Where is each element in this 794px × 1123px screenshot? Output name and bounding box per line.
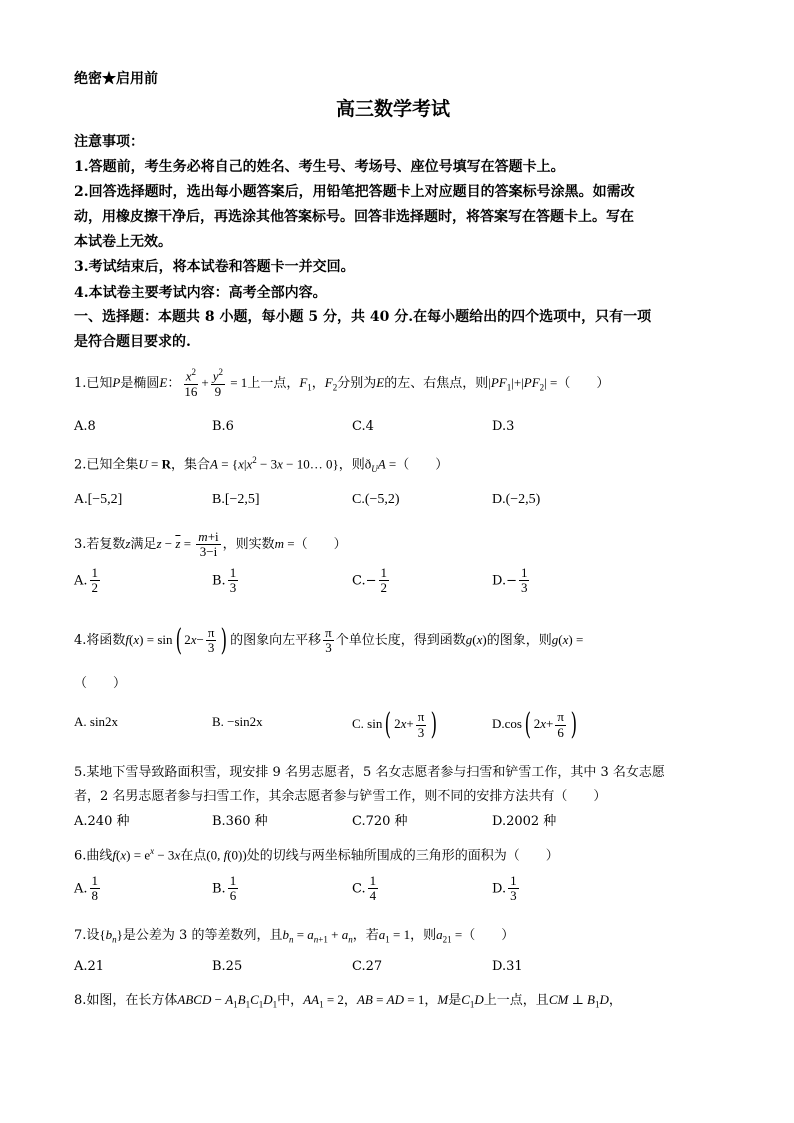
q6-option-d: D. $\frac{1}{3}$ <box>492 873 517 904</box>
q2-option-d: D.(−2,5) <box>492 492 541 507</box>
q4-option-d: D.cos( 2x+ $\frac{\pi}{6}$ ) <box>492 707 577 743</box>
note-item-2-line-3: 本试卷上无效。 <box>74 234 172 250</box>
section-heading-line-2: 是符合题目要求的. <box>74 334 191 350</box>
q1-option-d: D.3 <box>492 419 515 434</box>
question-5-line-2: 者，2 名男志愿者参与扫雪工作，其余志愿者参与铲雪工作，则不同的安排方法共有（ ） <box>74 789 607 804</box>
q5-option-d: D.2002 种 <box>492 814 557 829</box>
question-1: 1.已知P是椭圆E： $\frac{x^2}{16}$ + $\frac{y^2}{9}$ = 1上一点，$F_1$，$F_2$分别为E的左、右焦点，则$|PF_1|+|PF_2|$ =（ ） <box>74 367 610 399</box>
q7-option-d: D.31 <box>492 959 523 974</box>
question-8: 8.如图，在长方体ABCD − $A_1B_1C_1D_1$中，$AA_1 = 2$，AB = AD = 1，M是$C_1D$上一点，且CM ⊥ $B_1D$， <box>74 992 622 1010</box>
section-heading-line-1: 一、选择题：本题共 8 小题，每小题 5 分，共 40 分.在每小题给出的四个选项中，只有一项 <box>74 309 652 325</box>
q7-option-a: A.21 <box>74 959 105 974</box>
q7-option-c: C.27 <box>352 959 383 974</box>
q2-option-b: B.[−2,5] <box>212 492 260 507</box>
question-4: 4.将函数f(x) = sin( 2x− $\frac{\pi}{3}$ ) 的图象向左平移 $\frac{\pi}{3}$ 个单位长度，得到函数g(x)的图象，则g(x) = <box>74 622 584 658</box>
question-6: 6.曲线$f(x) = e^x - 3x$在点(0, f(0))处的切线与两坐标轴所围成的三角形的面积为（ ） <box>74 846 559 864</box>
question-7: 7.设$\{b_n\}$是公差为 3 的等差数列，且$b_n = a_{n+1} + a_n$，若$a_1 = 1$，则$a_{21}$ =（ ） <box>74 927 515 945</box>
note-item-1: 1.答题前，考生务必将自己的姓名、考生号、考场号、座位号填写在答题卡上。 <box>74 159 565 175</box>
question-2: 2.已知全集U = R，集合$A = \{x|x^2 - 3x$ − 10… 0}，则$ð_UA$ =（ ） <box>74 455 449 474</box>
q6-option-c: C. $\frac{1}{4}$ <box>352 873 377 904</box>
q3-option-d: D.− $\frac{1}{3}$ <box>492 565 528 596</box>
q5-option-c: C.720 种 <box>352 814 408 829</box>
q2-option-a: A.[−5,2] <box>74 492 123 507</box>
q1-option-a: A.8 <box>74 419 96 434</box>
notes-heading: 注意事项： <box>74 134 144 150</box>
q4-option-c: C. sin( 2x+ $\frac{\pi}{3}$ ) <box>352 707 438 743</box>
question-3: 3.若复数z满足$z - \overline{z}$ = $\frac{m+i}{3-i}$ ，则实数m =（ ） <box>74 528 347 559</box>
q1-option-c: C.4 <box>352 419 374 434</box>
q4-option-b: B. −sin2x <box>212 714 263 729</box>
question-4-answer-paren: （ ） <box>74 676 127 691</box>
note-item-3: 3.考试结束后，将本试卷和答题卡一并交回。 <box>74 259 355 275</box>
note-item-4: 4.本试卷主要考试内容：高考全部内容。 <box>74 285 327 301</box>
q6-option-a: A. $\frac{1}{8}$ <box>74 873 99 904</box>
q4-option-a: A. sin2x <box>74 714 119 729</box>
q3-option-c: C.− $\frac{1}{2}$ <box>352 565 388 596</box>
exam-title: 高三数学考试 <box>336 98 451 120</box>
confidential-label: 绝密★启用前 <box>74 71 158 87</box>
q1-option-b: B.6 <box>212 419 234 434</box>
q6-option-b: B. $\frac{1}{6}$ <box>212 873 237 904</box>
q5-option-b: B.360 种 <box>212 814 268 829</box>
q7-option-b: B.25 <box>212 959 243 974</box>
q3-option-a: A. $\frac{1}{2}$ <box>74 565 99 596</box>
note-item-2-line-1: 2.回答选择题时，选出每小题答案后，用铅笔把答题卡上对应题目的答案标号涂黑。如需改 <box>74 184 635 200</box>
question-5-line-1: 5.某地下雪导致路面积雪，现安排 9 名男志愿者，5 名女志愿者参与扫雪和铲雪工作，其中 3 名女志愿 <box>74 765 665 780</box>
q2-option-c: C.(−5,2) <box>352 492 400 507</box>
q3-option-b: B. $\frac{1}{3}$ <box>212 565 237 596</box>
q5-option-a: A.240 种 <box>74 814 130 829</box>
note-item-2-line-2: 动，用橡皮擦干净后，再选涂其他答案标号。回答非选择题时，将答案写在答题卡上。写在 <box>74 209 634 225</box>
